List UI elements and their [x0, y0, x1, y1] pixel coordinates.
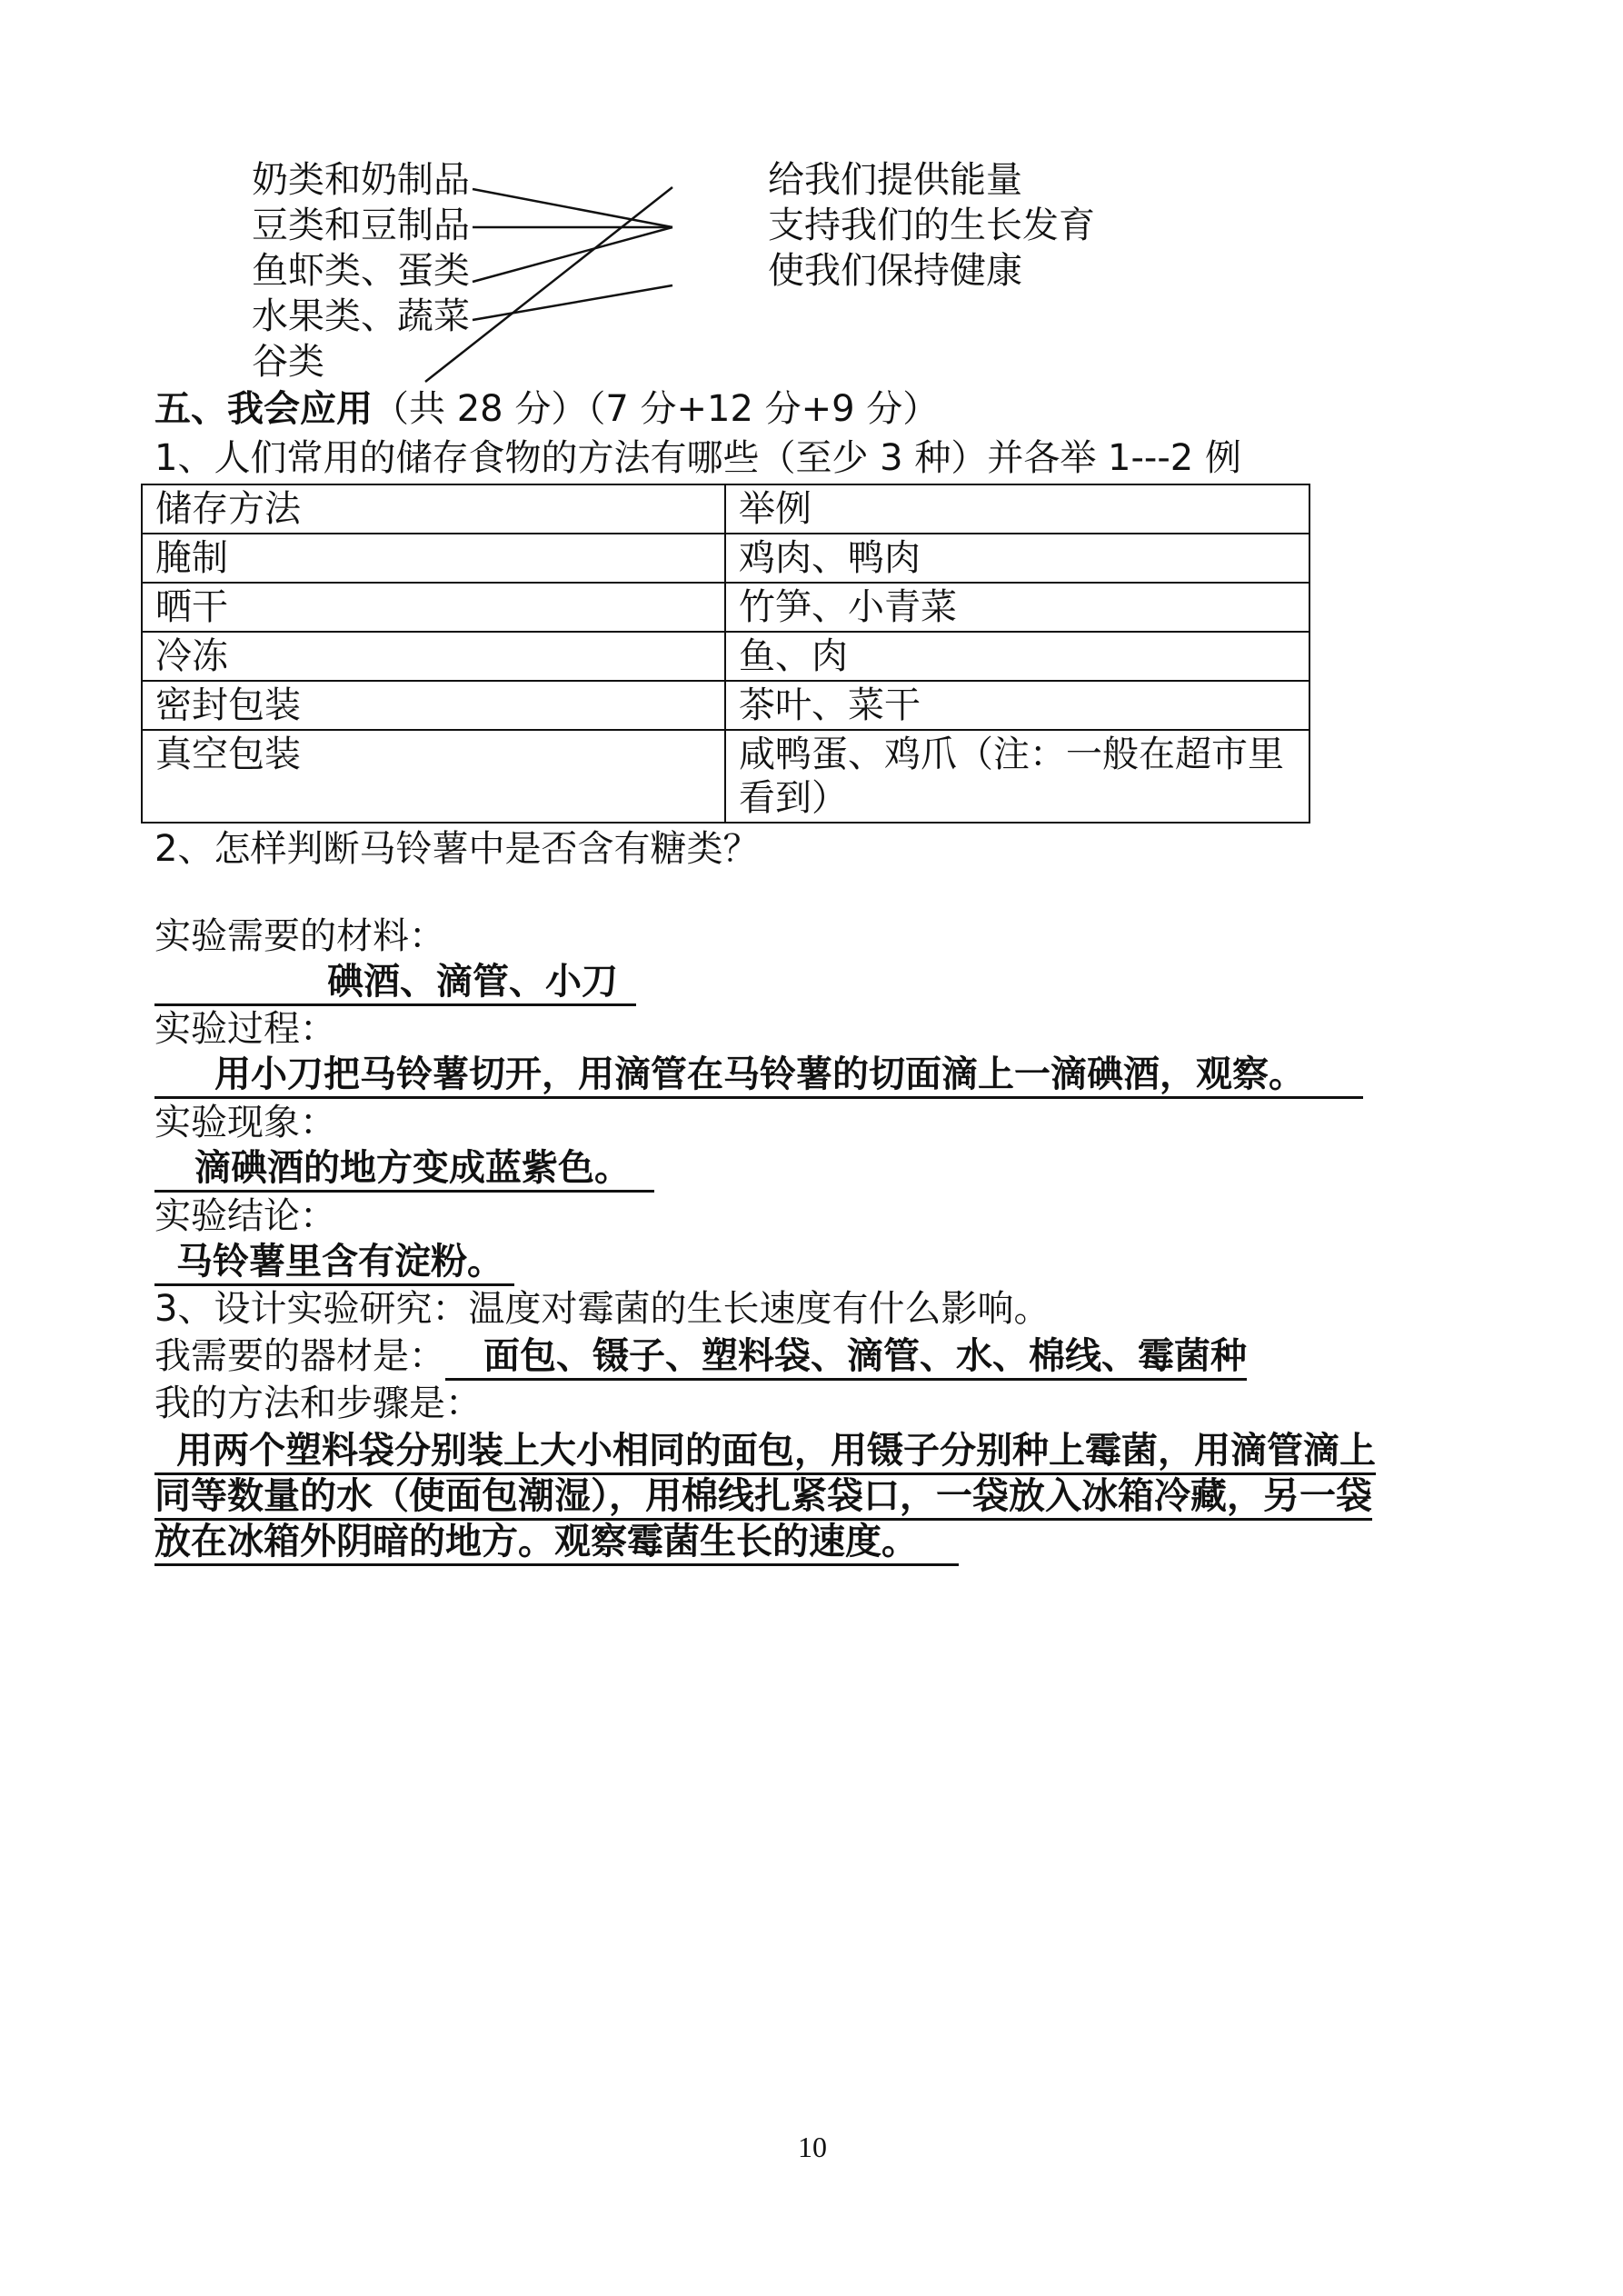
left-item-dairy: 奶类和奶制品 [252, 159, 470, 201]
section-heading [154, 388, 940, 430]
q2-phenomenon-label: 实验现象： [154, 1102, 336, 1143]
match-line-fruit-veg [473, 285, 672, 320]
matching-lines [0, 0, 1623, 400]
q2-conclusion-answer: 马铃薯里含有淀粉。 [154, 1243, 514, 1286]
table-row [142, 681, 1309, 730]
section-title: 五、我会应用 [154, 388, 373, 430]
table-row [142, 534, 1309, 583]
right-item-energy: 给我们提供能量 [768, 159, 1022, 201]
section-score: （共 28 分）（7 分+12 分+9 分） [373, 388, 940, 430]
left-item-fish-egg: 鱼虾类、蛋类 [252, 250, 470, 292]
table-cell-example: 竹笋、小青菜 [725, 583, 1309, 632]
right-item-growth: 支持我们的生长发育 [768, 205, 1095, 246]
q3-method-line: 同等数量的水（使面包潮湿），用棉线扎紧袋口，一袋放入冰箱冷藏，另一袋 [154, 1478, 1372, 1521]
q2-materials-label: 实验需要的材料： [154, 915, 445, 957]
left-item-grain: 谷类 [252, 341, 324, 383]
table-row [142, 583, 1309, 632]
table-cell-method: 晒干 [142, 583, 725, 632]
match-line-grain [425, 187, 672, 382]
q3-equipment-row [154, 1335, 1247, 1381]
left-item-soy: 豆类和豆制品 [252, 205, 470, 246]
table-cell-example: 鸡肉、鸭肉 [725, 534, 1309, 583]
table-row [142, 730, 1309, 823]
table-cell-example: 咸鸭蛋、鸡爪（注：一般在超市里看到） [725, 730, 1309, 823]
table-cell-example: 鱼、肉 [725, 632, 1309, 681]
table-cell-method: 真空包装 [142, 730, 725, 823]
q2-process-label: 实验过程： [154, 1008, 336, 1050]
q3-method-line: 用两个塑料袋分别装上大小相同的面包，用镊子分别种上霉菌，用滴管滴上 [154, 1433, 1376, 1475]
storage-table [141, 484, 1310, 824]
q3-method-label: 我的方法和步骤是： [154, 1383, 482, 1424]
match-line-fish-egg [473, 227, 672, 282]
q2-phenomenon-answer: 滴碘酒的地方变成蓝紫色。 [154, 1150, 654, 1193]
match-line-dairy [473, 189, 672, 227]
table-header-example: 举例 [725, 484, 1309, 534]
q3-method-line: 放在冰箱外阴暗的地方。观察霉菌生长的速度。 [154, 1523, 959, 1566]
table-cell-method: 腌制 [142, 534, 725, 583]
table-cell-example: 茶叶、菜干 [725, 681, 1309, 730]
q2-prompt: 2、怎样判断马铃薯中是否含有糖类？ [154, 828, 760, 870]
right-item-health: 使我们保持健康 [768, 250, 1022, 292]
table-header-row [142, 484, 1309, 534]
q3-equipment-label: 我需要的器材是： [154, 1335, 445, 1377]
left-item-fruit-veg: 水果类、蔬菜 [252, 295, 470, 337]
q3-prompt: 3、设计实验研究：温度对霉菌的生长速度有什么影响。 [154, 1288, 1050, 1330]
q2-process-answer: 用小刀把马铃薯切开，用滴管在马铃薯的切面滴上一滴碘酒，观察。 [154, 1056, 1363, 1099]
q1-prompt: 1、人们常用的储存食物的方法有哪些（至少 3 种）并各举 1---2 例 [154, 437, 1241, 479]
table-cell-method: 冷冻 [142, 632, 725, 681]
q2-materials-answer: 碘酒、滴管、小刀 [154, 963, 636, 1006]
table-cell-method: 密封包装 [142, 681, 725, 730]
q2-conclusion-label: 实验结论： [154, 1195, 336, 1237]
table-header-method: 储存方法 [142, 484, 725, 534]
table-row [142, 632, 1309, 681]
page-number: 10 [798, 2131, 827, 2163]
q3-equipment-answer: 面包、镊子、塑料袋、滴管、水、棉线、霉菌种 [445, 1338, 1247, 1381]
